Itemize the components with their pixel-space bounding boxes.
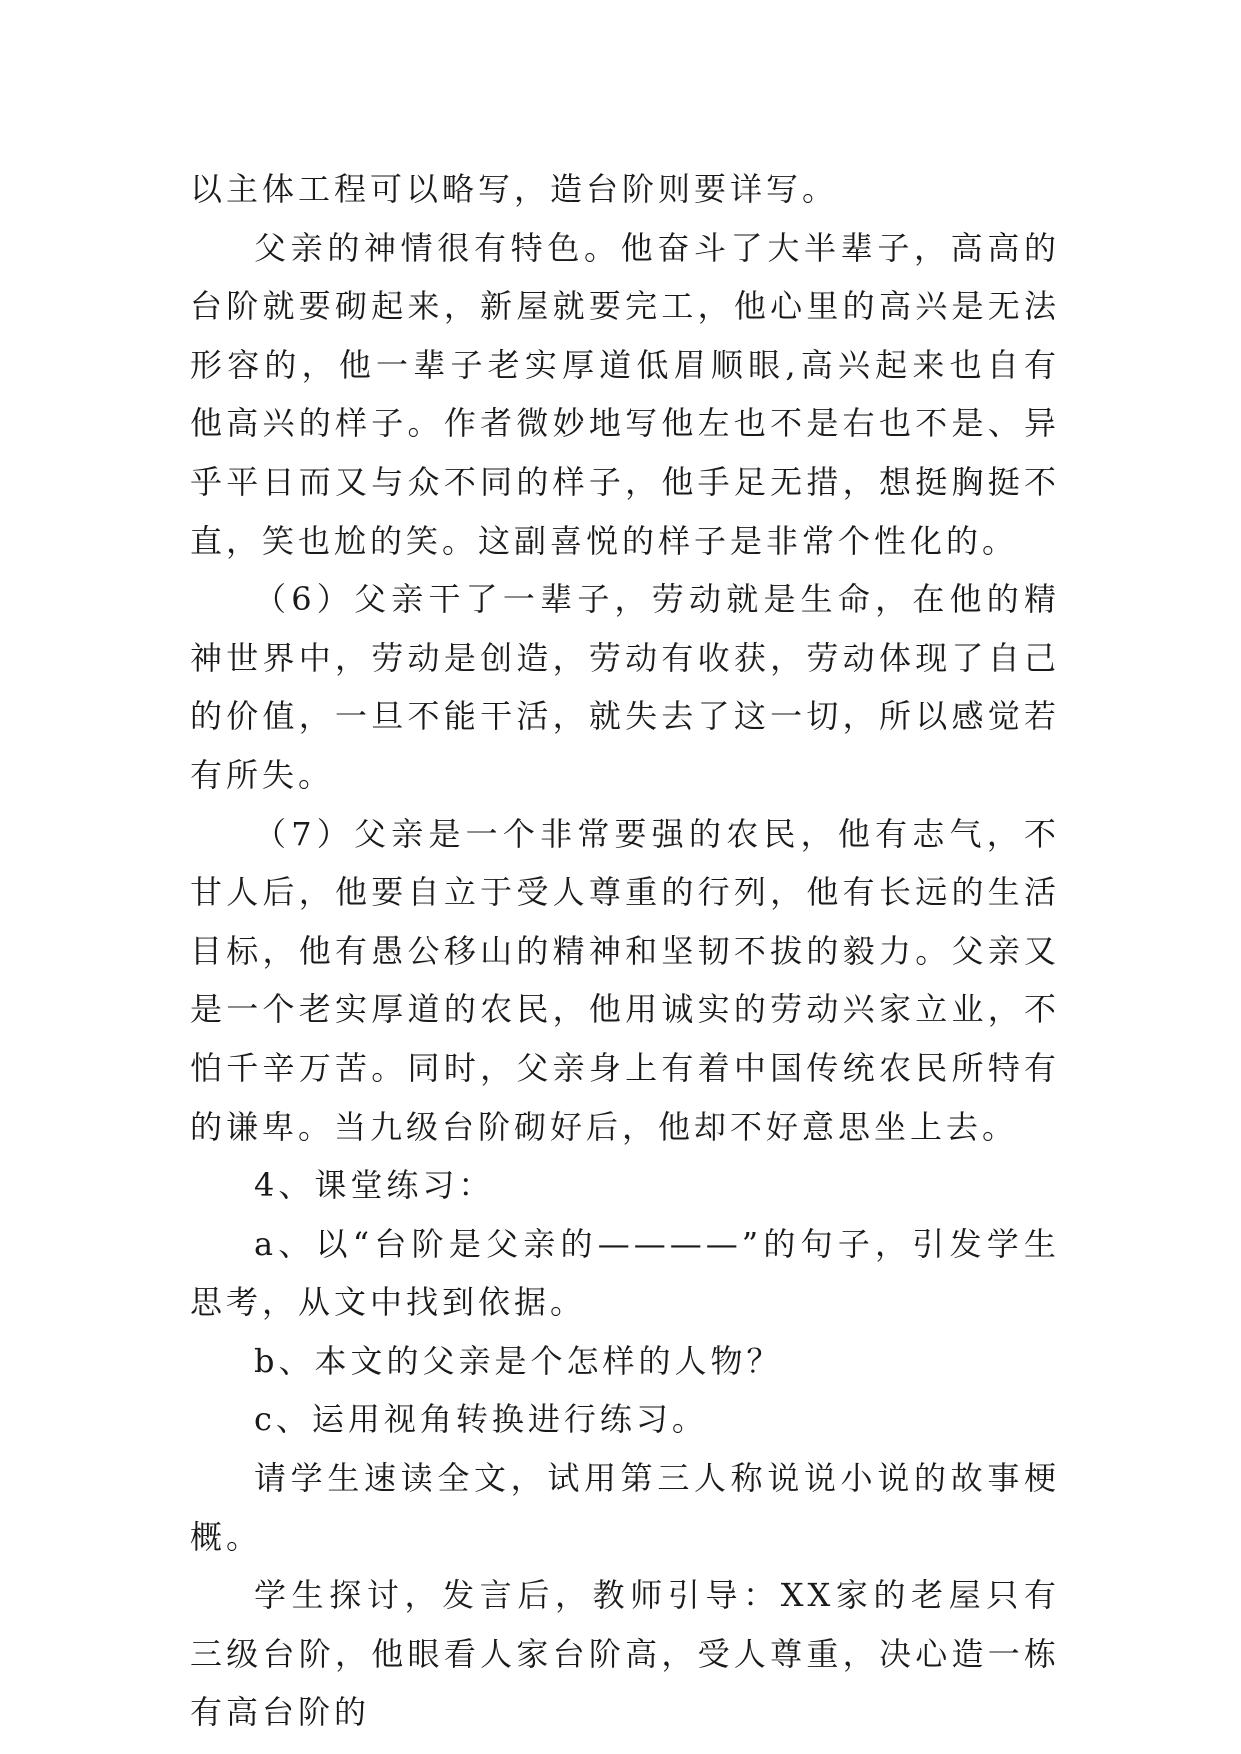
paragraph-speed-reading: 请学生速读全文，试用第三人称说说小说的故事梗概。 [190,1459,1060,1556]
exercise-item-b: b、本文的父亲是个怎样的人物？ [254,1341,783,1380]
paragraph-point-6: （6）父亲干了一辈子，劳动就是生命，在他的精神世界中，劳动是创造，劳动有收获，劳动体现了自己的价值，一旦不能干活，就失去了这一切，所以感觉若有所失。 [190,580,1060,794]
paragraph-teacher-guidance: 学生探讨，发言后，教师引导：XX家的老屋只有三级台阶，他眼看人家台阶高，受人尊重，决心造一栋有高台阶的 [190,1576,1060,1732]
paragraph-intro-tail: 以主体工程可以略写，造台阶则要详写。 [190,170,839,208]
exercise-item-a: a、以“台阶是父亲的————”的句子，引发学生思考，从文中找到依据。 [190,1224,1060,1322]
paragraph-point-7: （7）父亲是一个非常要强的农民，他有志气，不甘人后，他要自立于受人尊重的行列，他有长远的生活目标，他有愚公移山的精神和坚韧不拔的毅力。父亲又是一个老实厚道的农民，他用诚实的劳动兴家立业，不怕千辛万苦。同时，父亲身上有着中国传统农民所特有的谦卑。当九级台阶砌好后，他却不好意思坐上去。 [190,814,1060,1146]
document-body [190,160,1060,1742]
section-heading-classroom-practice: 4、课堂练习： [254,1166,495,1205]
paragraph-father-expression: 父亲的神情很有特色。他奋斗了大半辈子，高高的台阶就要砌起来，新屋就要完工，他心里的高兴是无法形容的，他一辈子老实厚道低眉顺眼,高兴起来也自有他高兴的样子。作者微妙地写他左也不是右也不是、异乎平日而又与众不同的样子，他手足无措，想挺胸挺不直，笑也尬的笑。这副喜悦的样子是非常个性化的。 [190,228,1060,560]
exercise-item-c: c、运用视角转换进行练习。 [254,1400,708,1439]
